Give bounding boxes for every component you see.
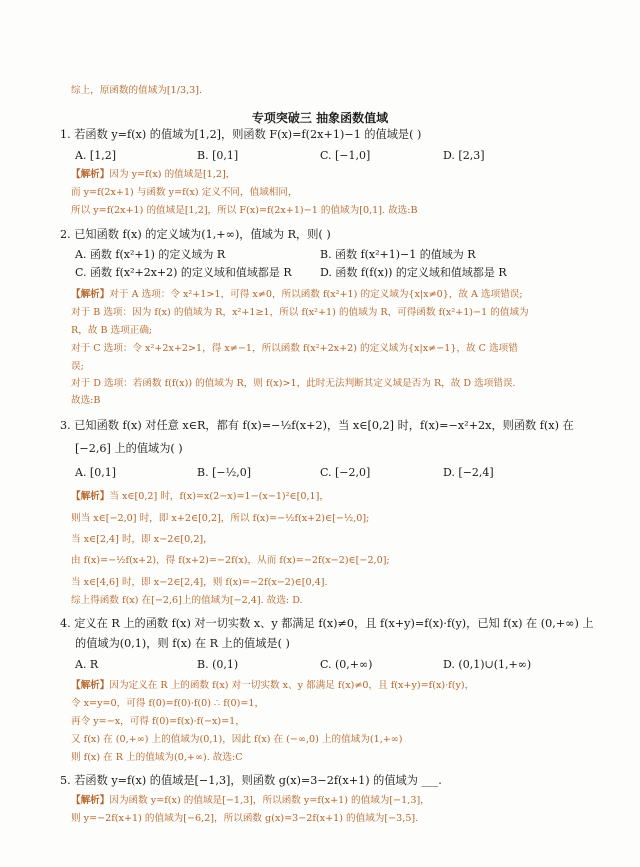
q3-solution-line: 当 x∈[2,4] 时，即 x−2∈[0,2]， — [71, 534, 213, 545]
q3-solution-line: 当 x∈[4,6] 时，即 x−2∈[2,4]，则 f(x)=−2f(x−2)∈[0,4]. — [71, 577, 328, 588]
q3-stem-line: [−2,6] 上的值域为( ) — [75, 442, 183, 455]
q4-solution-line: 则 f(x) 在 R 上的值域为(0,+∞). 故选:C — [71, 752, 243, 763]
q2-solution-text: 对于 A 选项：令 x²+1>1，可得 x≠0，所以函数 f(x²+1) 的定义域为{x|x≠0}，故 A 选项错误; — [109, 289, 523, 300]
q1-option-a: A. [1,2] — [75, 149, 117, 162]
q3-option-c: C. [−2,0] — [320, 466, 371, 479]
q4-solution-text: 因为定义在 R 上的函数 f(x) 对一切实数 x、y 都满足 f(x)≠0，且 f(x+y)=f(x)·f(y)， — [109, 680, 475, 691]
q4-solution-line: 又 f(x) 在 (0,+∞) 上的值域为(0,1)，因此 f(x) 在 (−∞,0) 上的值域为(1,+∞) — [71, 734, 403, 745]
q1-stem: 1. 若函数 y=f(x) 的值域为[1,2]，则函数 F(x)=f(2x+1)−1 的值域是( ) — [60, 128, 422, 141]
q4-stem-line: 4. 定义在 R 上的函数 f(x) 对一切实数 x、y 都满足 f(x)≠0，且 f(x+y)=f(x)·f(y)，已知 f(x) 在 (0,+∞) 上 — [60, 617, 594, 630]
q1-option-c: C. [−1,0] — [320, 149, 371, 162]
q3-stem-line: 3. 已知函数 f(x) 对任意 x∈R，都有 f(x)=−½f(x+2)，当 x∈[0,2] 时，f(x)=−x²+2x，则函数 f(x) 在 — [60, 419, 574, 432]
q2-option-b: B. 函数 f(x²+1)−1 的值域为 R — [320, 248, 476, 261]
q2-solution-line: 对于 B 选项：因为 f(x) 的值域为 R，x²+1≥1，所以 f(x²+1) 的值域为 R，可得函数 f(x²+1)−1 的值域为 — [71, 307, 529, 318]
q1-solution-line: 而 y=f(2x+1) 与函数 y=f(x) 定义不同，值域相同， — [71, 187, 298, 198]
q5-solution-tag: 【解析】 — [71, 795, 110, 806]
q4-option-d: D. (0,1)∪(1,+∞) — [443, 658, 532, 671]
q3-option-d: D. [−2,4] — [443, 466, 494, 479]
q4-option-a: A. R — [75, 658, 99, 671]
q2-solution-line: 故选:B — [71, 395, 101, 406]
q3-solution-line: 则当 x∈[−2,0] 时，即 x+2∈[0,2]，所以 f(x)=−½f(x+2)∈[−½,0]; — [71, 513, 370, 524]
q3-option-a: A. [0,1] — [75, 466, 117, 479]
q3-solution-line: 综上得函数 f(x) 在[−2,6]上的值域为[−2,4]. 故选: D. — [71, 595, 303, 606]
q3-solution-line — [71, 490, 329, 504]
q4-solution-line: 再令 y=−x，可得 f(0)=f(x)·f(−x)=1， — [71, 716, 245, 727]
q2-solution-line — [71, 288, 523, 302]
q4-option-b: B. (0,1) — [197, 658, 239, 671]
q4-solution-line: 令 x=y=0，可得 f(0)=f(0)·f(0) ∴ f(0)=1， — [71, 698, 265, 709]
q3-option-b: B. [−½,0] — [197, 466, 252, 479]
q1-option-d: D. [2,3] — [443, 149, 485, 162]
q2-stem: 2. 已知函数 f(x) 的定义域为(1,+∞)，值域为 R，则( ) — [60, 228, 331, 241]
q2-option-d: D. 函数 f(f(x)) 的定义域和值域都是 R — [320, 266, 507, 279]
q5-stem: 5. 若函数 y=f(x) 的值域是[−1,3]，则函数 g(x)=3−2f(x+1) 的值域为 ___. — [60, 774, 442, 787]
q3-solution-tag: 【解析】 — [71, 491, 110, 502]
section-title: 专项突破三 抽象函数值域 — [251, 111, 389, 125]
q1-solution-text: 因为 y=f(x) 的值域是[1,2]， — [109, 169, 236, 180]
q3-solution-text: 当 x∈[0,2] 时，f(x)=x(2−x)=1−(x−1)²∈[0,1]， — [109, 491, 329, 502]
q3-solution-line: 由 f(x)=−½f(x+2)，得 f(x+2)=−2f(x)，从而 f(x)=−2f(x−2)∈[−2,0]; — [71, 555, 390, 566]
q5-solution-line: 则 y=−2f(x+1) 的值域为[−6,2]，所以函数 g(x)=3−2f(x+1) 的值域为[−3,5]. — [71, 813, 419, 824]
q5-solution-line — [71, 794, 430, 808]
q2-option-c: C. 函数 f(x²+2x+2) 的定义域和值域都是 R — [75, 266, 292, 279]
q4-solution-line — [71, 679, 474, 693]
q1-solution-line — [71, 168, 235, 182]
q4-option-c: C. (0,+∞) — [320, 658, 373, 671]
q2-option-a: A. 函数 f(x²+1) 的定义域为 R — [75, 248, 226, 261]
q2-solution-line: R，故 B 选项正确; — [71, 325, 153, 336]
q4-stem-line: 的值域为(0,1)，则 f(x) 在 R 上的值域是( ) — [75, 637, 290, 650]
q1-solution-line: 所以 y=f(2x+1) 的值域是[1,2]，所以 F(x)=f(2x+1)−1 的值域为[0,1]. 故选:B — [71, 205, 418, 216]
q2-solution-line: 对于 C 选项：令 x²+2x+2>1，得 x≠−1，所以函数 f(x²+2x+2) 的定义域为{x|x≠−1}，故 C 选项错 — [71, 343, 518, 354]
q2-solution-tag: 【解析】 — [71, 289, 110, 300]
q4-solution-tag: 【解析】 — [71, 680, 110, 691]
q1-option-b: B. [0,1] — [197, 149, 239, 162]
intro-line: 综上，原函数的值域为[1/3,3]. — [71, 85, 203, 96]
q2-solution-line: 误; — [71, 361, 84, 372]
q1-solution-tag: 【解析】 — [71, 169, 110, 180]
q2-solution-line: 对于 D 选项：若函数 f(f(x)) 的值域为 R，则 f(x)>1，此时无法判断其定义域是否为 R，故 D 选项错误. — [71, 378, 516, 389]
q5-solution-text: 因为函数 y=f(x) 的值域是[−1,3]，所以函数 y=f(x+1) 的值域为[−1,3]， — [109, 795, 430, 806]
